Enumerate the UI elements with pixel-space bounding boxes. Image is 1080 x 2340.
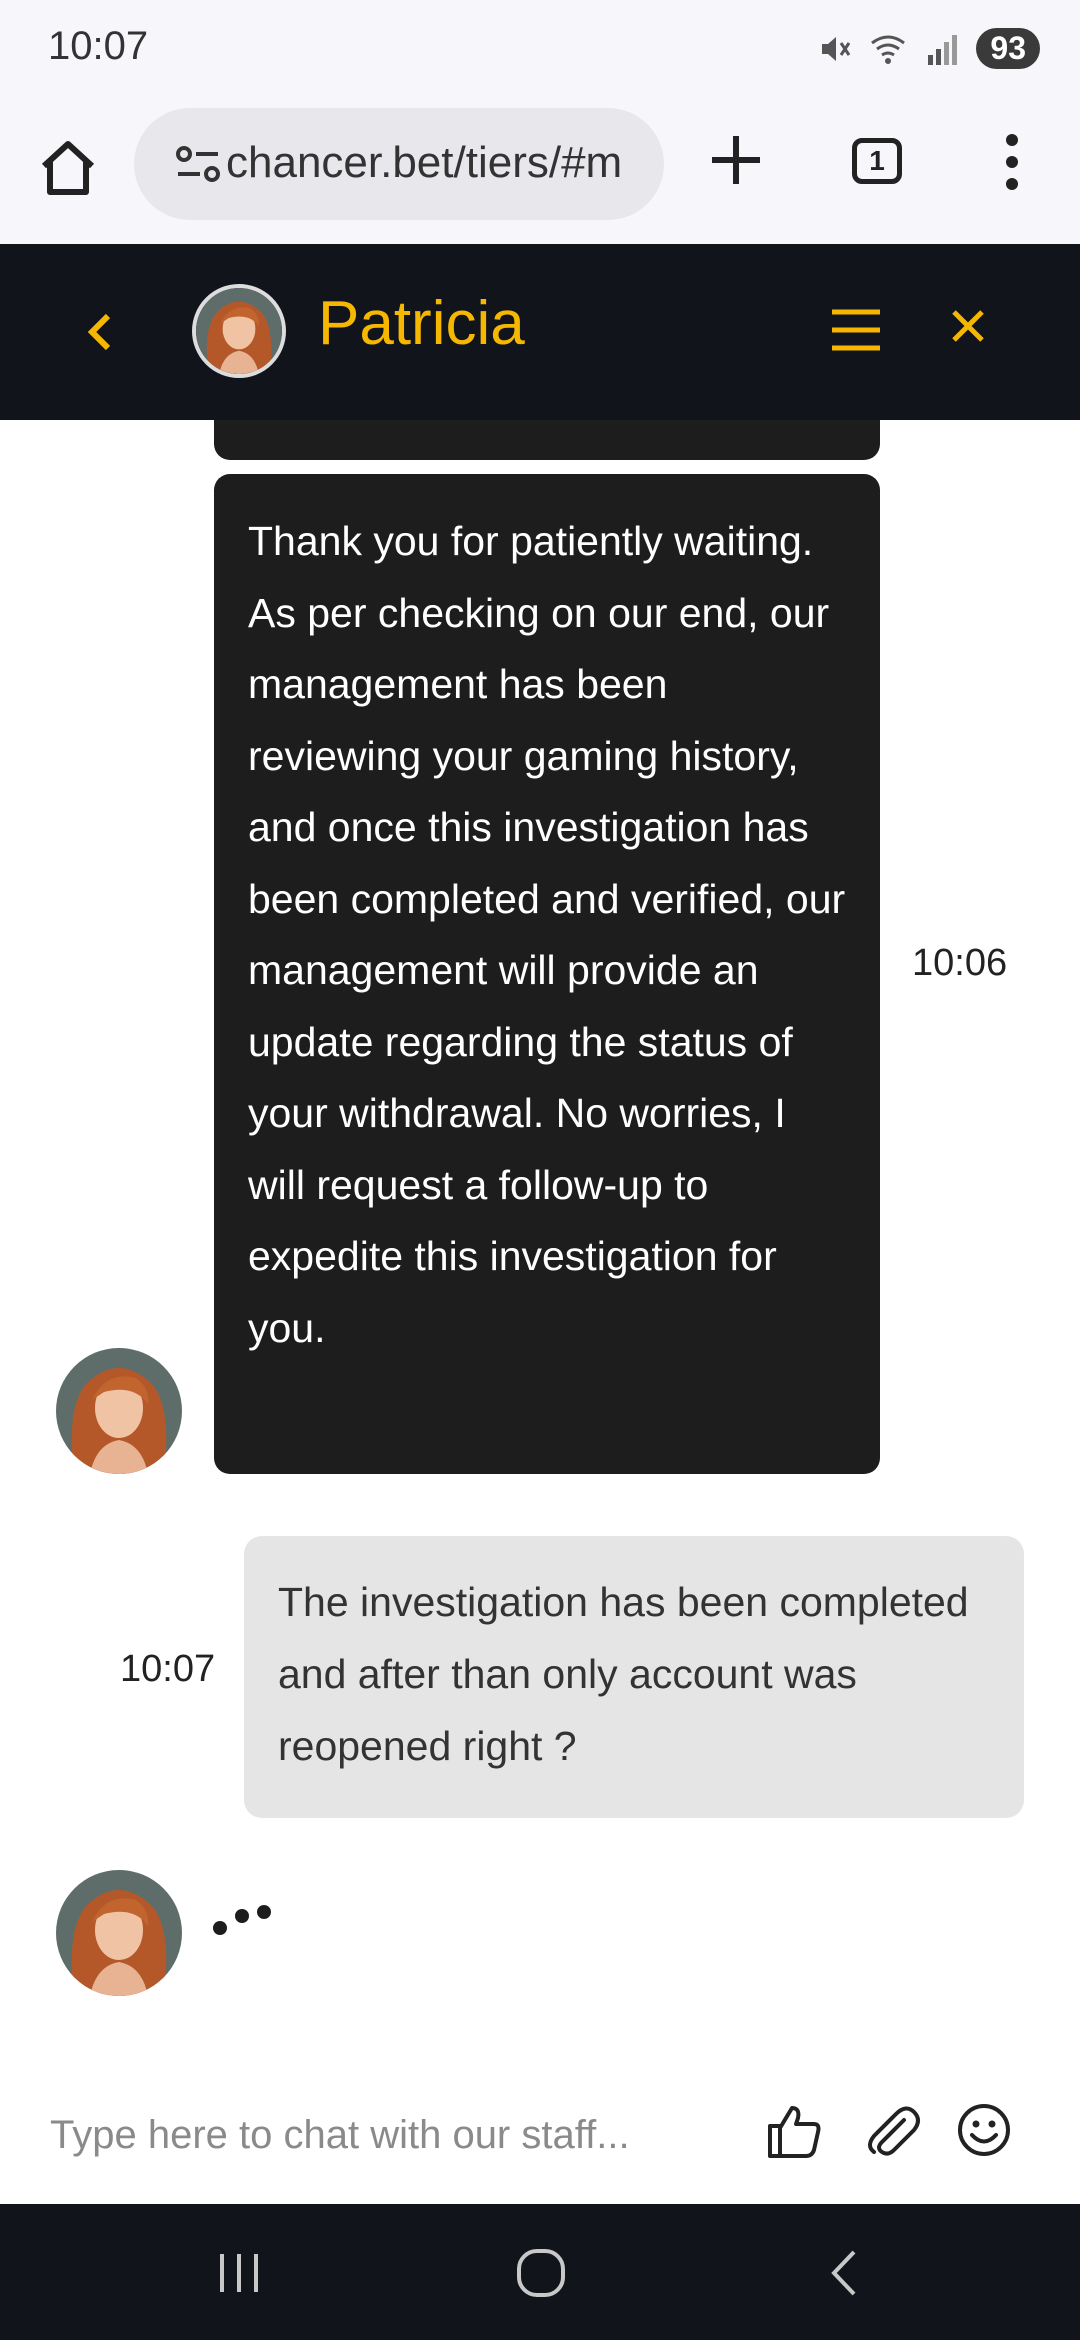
close-icon[interactable] <box>948 306 988 346</box>
chat-composer <box>0 2060 1080 2204</box>
site-settings-icon[interactable] <box>174 144 222 184</box>
agent-name: Patricia <box>318 289 525 358</box>
agent-avatar <box>192 284 286 378</box>
typing-indicator-icon <box>212 1896 276 1936</box>
message-list[interactable] <box>0 420 1080 2060</box>
agent-portrait-icon <box>56 1348 182 1474</box>
agent-portrait-icon <box>56 1870 182 1996</box>
tab-switcher-button[interactable]: 1 <box>852 138 902 184</box>
more-vert-icon[interactable] <box>1000 130 1024 194</box>
battery-level: 93 <box>976 28 1040 69</box>
recents-icon[interactable] <box>214 2248 264 2298</box>
user-message-time: 10:07 <box>120 1648 216 1690</box>
home-circle-icon[interactable] <box>514 2246 568 2300</box>
status-icons <box>814 28 1040 69</box>
agent-message-time: 10:06 <box>912 942 1008 984</box>
back-icon[interactable] <box>822 2246 866 2300</box>
status-time: 10:07 <box>48 24 149 68</box>
browser-toolbar <box>0 100 1080 246</box>
hamburger-menu-icon[interactable] <box>830 306 882 354</box>
thumbs-up-icon[interactable] <box>766 2102 824 2160</box>
agent-avatar <box>56 1870 182 1996</box>
home-icon[interactable] <box>36 136 100 200</box>
mute-icon <box>814 29 854 69</box>
plus-icon[interactable] <box>706 130 766 190</box>
address-bar[interactable] <box>134 108 664 220</box>
status-bar <box>0 0 1080 100</box>
agent-avatar <box>56 1348 182 1474</box>
emoji-icon[interactable] <box>956 2102 1012 2158</box>
signal-icon <box>922 29 962 69</box>
wifi-icon <box>868 29 908 69</box>
agent-message-bubble: Thank you for patiently waiting. As per checking on our end, our management has been reviewing your gaming history, and once this investigation has been completed and verified, our management will provide an update regarding the status of your withdrawal. No worries, I will request a follow-up to expedite this investigation for you. <box>214 474 880 1474</box>
chat-header <box>0 244 1080 420</box>
user-message-bubble: The investigation has been completed and after than only account was reopened right ? <box>244 1536 1024 1818</box>
paperclip-icon[interactable] <box>864 2102 922 2160</box>
url-text[interactable]: chancer.bet/tiers/#m <box>226 138 623 187</box>
chevron-left-icon[interactable] <box>80 306 120 358</box>
previous-agent-bubble <box>214 420 880 460</box>
chat-input[interactable] <box>50 2100 750 2170</box>
system-nav-bar <box>0 2204 1080 2340</box>
agent-portrait-icon <box>196 288 282 374</box>
